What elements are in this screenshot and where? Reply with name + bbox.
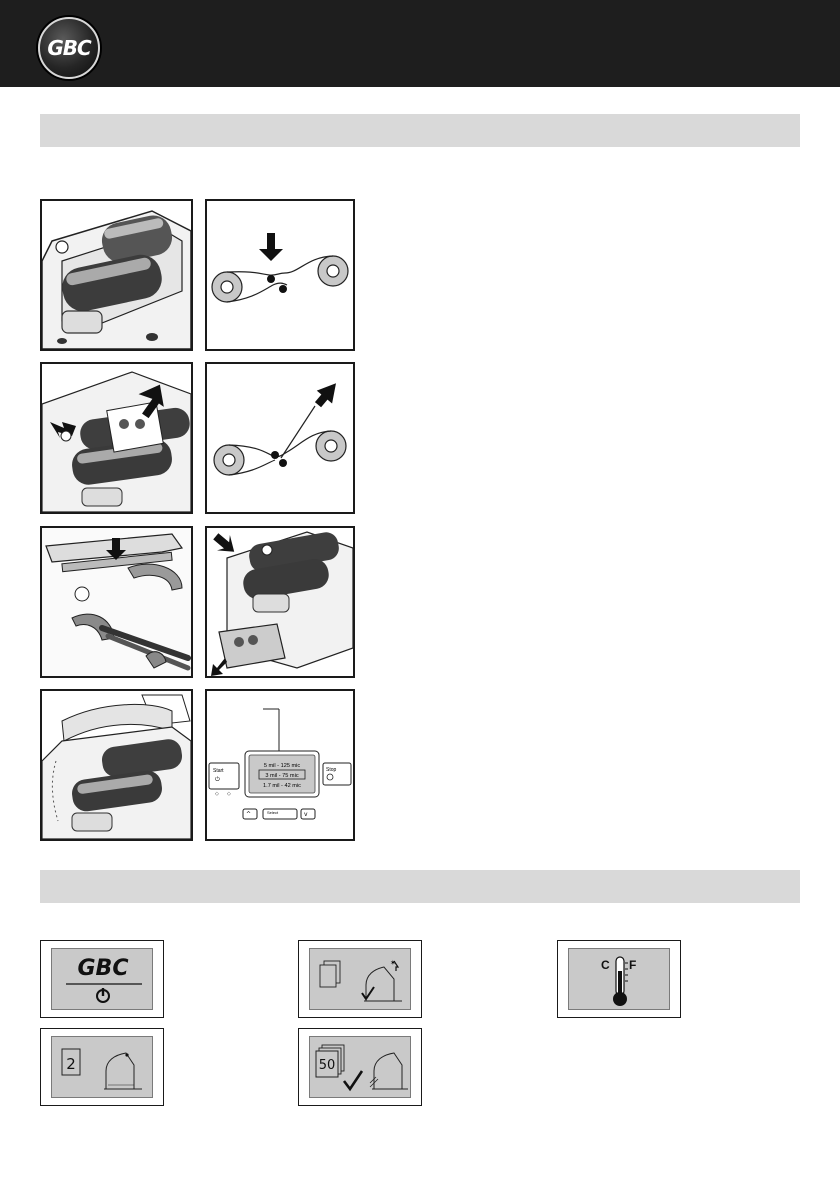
film-option-2: 3 mil - 75 mic: [265, 773, 299, 779]
indicator-dot-2: ◇: [227, 791, 231, 797]
gbc-logo: [38, 17, 100, 79]
illustration-eject-tray: [205, 526, 355, 678]
diagram-film-path-1: [205, 199, 355, 351]
stop-label: Stop: [326, 767, 337, 773]
document-count-icon: [40, 1028, 164, 1106]
logo-text: GBC: [47, 36, 91, 60]
sheet-stack-icon: [298, 1028, 422, 1106]
fahrenheit-label: F: [629, 958, 637, 972]
indicator-dot-1: ◇: [215, 791, 219, 797]
illustration-load-film: [40, 362, 193, 514]
start-label: Start: [213, 768, 224, 774]
standby-display-icon: [40, 940, 164, 1018]
header-bar: [0, 0, 840, 87]
temperature-icon: [557, 940, 681, 1018]
ready-laminate-icon: [298, 940, 422, 1018]
illustration-close-cover: [40, 689, 193, 841]
power-symbol: ⏻: [215, 776, 220, 783]
celsius-label: C: [601, 958, 610, 972]
up-arrow-icon: ^: [246, 811, 252, 818]
sparkle-icon: ✶: [390, 959, 396, 967]
film-option-1: 5 mil - 125 mic: [263, 763, 301, 769]
diagram-film-path-2: [205, 362, 355, 514]
illustration-open-machine: [40, 199, 193, 351]
down-arrow-icon: v: [304, 811, 308, 818]
stack-value: 50: [318, 1058, 336, 1073]
control-panel-diagram: [205, 689, 355, 841]
standby-brand-text: GBC: [77, 956, 129, 981]
section-band-2: [40, 870, 800, 903]
select-label: Select: [267, 810, 279, 815]
count-value: 2: [66, 1055, 76, 1073]
film-option-3: 1.7 mil - 42 mic: [263, 783, 301, 789]
illustration-remove-tray: [40, 526, 193, 678]
section-band-1: [40, 114, 800, 147]
